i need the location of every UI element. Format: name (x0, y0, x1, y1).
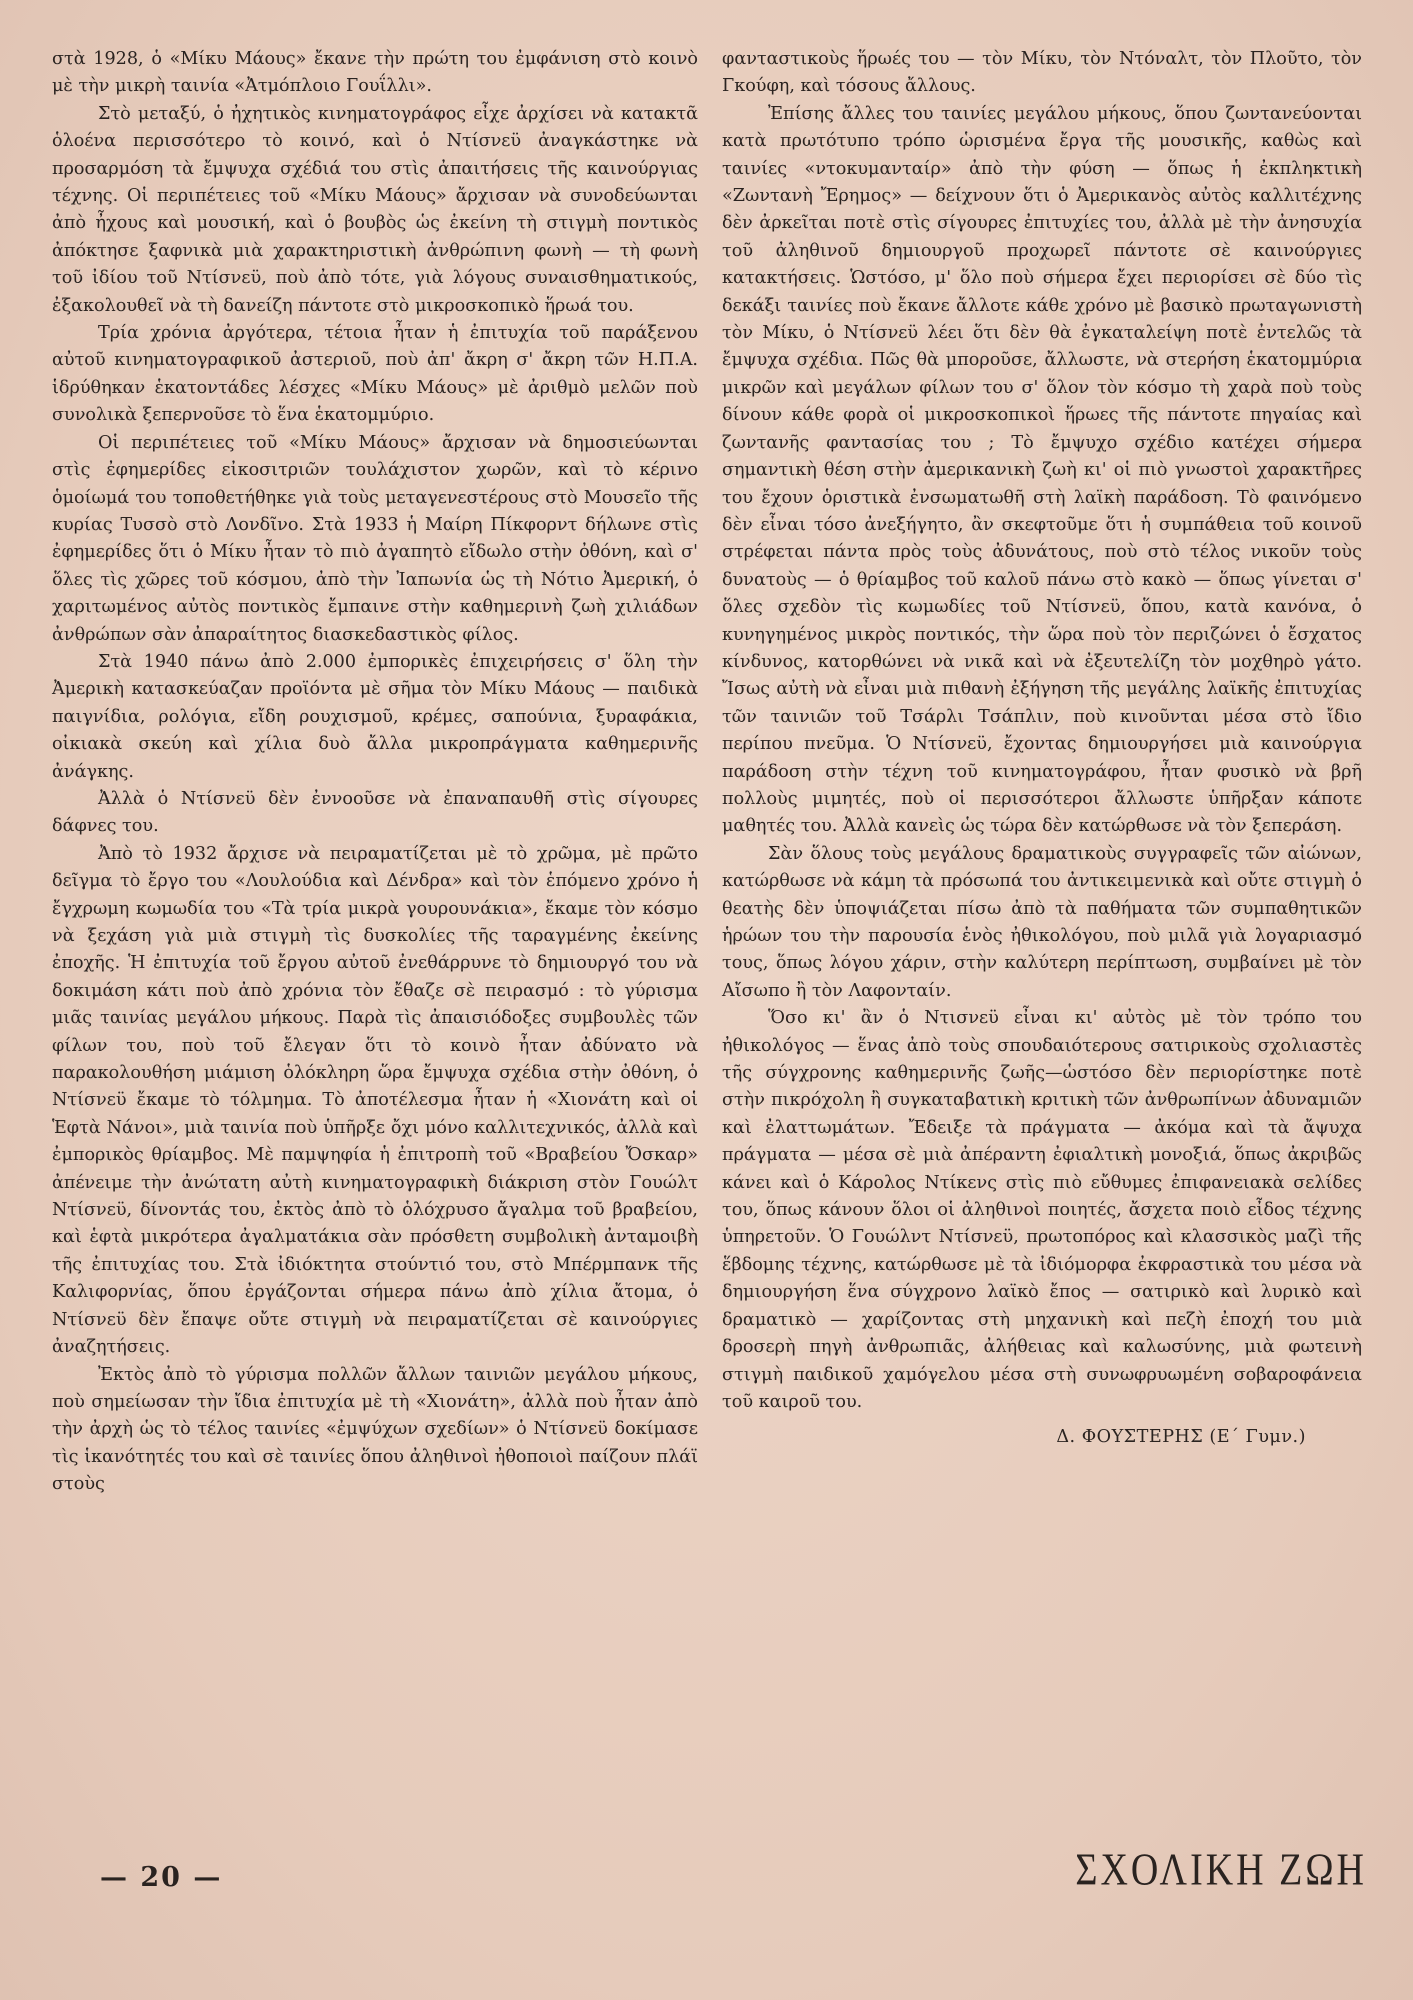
paragraph: Ἐκτὸς ἀπὸ τὸ γύρισμα πολλῶν ἄλλων ταινιῶν μεγάλου μήκους, ποὺ σημείωσαν τὴν ἴδια ἐπιτυχία μὲ τὴ «Χιονάτη», ἀλλὰ ποὺ ἦταν ἀπὸ τὴν ἀρχὴ ὡς τὸ τέλος ταινίες «ἐμψύχων σχεδίων» ὁ Ντίσνεϋ δοκίμασε τὶς ἱκανότητές του καὶ σὲ ταινίες ὅπου ἀληθινοὶ ἠθοποιοὶ παίζουν πλάϊ στοὺς (52, 1364, 698, 1495)
article-column-left (52, 46, 698, 1499)
paragraph: Στὰ 1940 πάνω ἀπὸ 2.000 ἐμπορικὲς ἐπιχειρήσεις σ' ὅλη τὴν Ἀμερικὴ κατασκεύαζαν προϊόντα μὲ σῆμα τὸν Μίκυ Μάους — παιδικὰ παιγνίδια, ρολόγια, εἴδη ρουχισμοῦ, κρέμες, σαπούνια, ξυραφάκια, οἰκιακὰ σκεύη καὶ χίλια δυὸ ἄλλα μικροπράγματα καθημερινῆς ἀνάγκης. (52, 651, 698, 782)
paragraph: Στὸ μεταξύ, ὁ ἠχητικὸς κινηματογράφος εἶχε ἀρχίσει νὰ κατακτᾶ ὁλοένα περισσότερο τὸ κοινό, καὶ ὁ Ντίσνεϋ ἀναγκάστηκε νὰ προσαρμόση τὰ ἔμψυχα σχέδιά του στὶς ἀπαιτήσεις τῆς καινούργιας τέχνης. Οἱ περιπέτειες τοῦ «Μίκυ Μάους» ἄρχισαν νὰ συνοδεύωνται ἀπὸ ἦχους καὶ μουσική, καὶ ὁ βουβὸς ὡς ἐκείνη τὴ στιγμὴ ποντικὸς ἀπόκτησε ξαφνικὰ μιὰ χαρακτηριστικὴ ἀνθρώπινη φωνὴ — τὴ φωνὴ τοῦ ἰδίου τοῦ Ντίσνεϋ, ποὺ ἀπὸ τότε, γιὰ λόγους συναισθηματικούς, ἐξακολουθεῖ νὰ τὴ δανείζη πάντοτε στὸ μικροσκοπικὸ ἥρωά του. (52, 103, 698, 316)
paragraph: Σὰν ὅλους τοὺς μεγάλους δραματικοὺς συγγραφεῖς τῶν αἰώνων, κατώρθωσε νὰ κάμη τὰ πρόσωπά του ἀντικειμενικὰ καὶ οὔτε στιγμὴ ὁ θεατὴς δὲν ὑποψιάζεται πίσω ἀπὸ τὰ παθήματα τῶν συμπαθητικῶν ἡρώων του τὴν παρουσία ἑνὸς ἠθικολόγου, ποὺ μιλᾶ γιὰ λογαριασμό τους, ὅπως λόγου χάριν, στὴν καλύτερη περίπτωση, συμβαίνει μὲ τὸν Αἴσωπο ἢ τὸν Λαφονταίν. (722, 843, 1362, 1001)
paragraph: στὰ 1928, ὁ «Μίκυ Μάους» ἔκανε τὴν πρώτη του ἐμφάνιση στὸ κοινὸ μὲ τὴν μικρὴ ταινία «Ἀτμόπλοιο Γουΐλλι». (52, 49, 698, 97)
magazine-title: ΣΧΟΛΙΚΗ ΖΩΗ (1075, 1844, 1367, 1896)
article-column-right (722, 46, 1362, 1452)
page-number: — 20 — (100, 1862, 223, 1893)
paragraph: Τρία χρόνια ἀργότερα, τέτοια ἦταν ἡ ἐπιτυχία τοῦ παράξενου αὐτοῦ κινηματογραφικοῦ ἀστεριοῦ, ποὺ ἀπ' ἄκρη σ' ἄκρη τῶν Η.Π.Α. ἱδρύθηκαν ἑκατοντάδες λέσχες «Μίκυ Μάους» μὲ ἀριθμὸ μελῶν ποὺ συνολικὰ ξεπερνοῦσε τὸ ἕνα ἑκατομμύριο. (52, 323, 698, 426)
paragraph: Οἱ περιπέτειες τοῦ «Μίκυ Μάους» ἄρχισαν νὰ δημοσιεύωνται στὶς ἐφημερίδες εἰκοσιτριῶν τουλάχιστον χωρῶν, καὶ τὸ κέρινο ὁμοίωμά του τοποθετήθηκε γιὰ τοὺς μεταγενεστέρους στὸ Μουσεῖο τῆς κυρίας Τυσσὸ στὸ Λονδῖνο. Στὰ 1933 ἡ Μαίρη Πίκφορντ δήλωνε στὶς ἐφημερίδες ὅτι ὁ Μίκυ ἦταν τὸ πιὸ ἀγαπητὸ εἴδωλο στὴν ὀθόνη, καὶ σ' ὅλες τὶς χῶρες τοῦ κόσμου, ἀπὸ τὴν Ἰαπωνία ὡς τὴ Νότιο Ἀμερική, ὁ χαριτωμένος αὐτὸς ποντικὸς ἔμπαινε στὴν καθημερινὴ ζωὴ χιλιάδων ἀνθρώπων σὰν ἀπαραίτητος διασκεδαστικὸς φίλος. (52, 432, 698, 645)
paragraph: Ὅσο κι' ἂν ὁ Ντισνεϋ εἶναι κι' αὐτὸς μὲ τὸν τρόπο του ἠθικολόγος — ἕνας ἀπὸ τοὺς σπουδαιότερους σατιρικοὺς σχολιαστὲς τῆς σύγχρονης καθημερινῆς ζωῆς—ὡστόσο δὲν περιορίστηκε ποτὲ στὴν πικρόχολη ἢ συγκαταβατικὴ κριτικὴ τῶν ἀνθρωπίνων ἀδυναμιῶν καὶ ἐλαττωμάτων. Ἔδειξε τὰ πράγματα — ἀκόμα καὶ τὰ ἄψυχα πράγματα — μέσα σὲ μιὰ ἀπέραντη ἐφιαλτικὴ μονοξιά, ὅπως ἀκριβῶς κάνει καὶ ὁ Κάρολος Ντίκενς στὶς πιὸ εὔθυμες ἐπιφανειακὰ σελίδες του, ὅπως κάνουν ὅλοι οἱ ἀληθινοὶ ποιητές, ἄσχετα ποιὸ εἶδος τέχνης ὑπηρετοῦν. Ὁ Γουώλντ Ντίσνεϋ, πρωτοπόρος καὶ κλασσικὸς μαζὶ τῆς ἕβδομης τέχνης, κατώρθωσε μὲ τὰ ἰδιόμορφα ἐκφραστικὰ του μέσα νὰ δημιουργήση ἕνα σύγχρονο λαϊκὸ ἔπος — σατιρικὸ καὶ λυρικὸ καὶ δραματικὸ — χαρίζοντας στὴ μηχανικὴ καὶ πεζὴ ἐποχή του μιὰ δροσερὴ πηγὴ ἀνθρωπιᾶς, ἀλήθειας καὶ καλωσύνης, μιὰ φωτεινὴ στιγμὴ παιδικοῦ χαμόγελου μέσα στὴ συνωφρυωμένη σοβαροφάνεια τοῦ καιροῦ του. (722, 1008, 1362, 1412)
paragraph: Ἐπίσης ἄλλες του ταινίες μεγάλου μήκους, ὅπου ζωντανεύονται κατὰ πρωτότυπο τρόπο ὡρισμένα ἔργα τῆς μουσικῆς, καθὼς καὶ ταινίες «ντοκυμανταίρ» ἀπὸ τὴν φύση — ὅπως ἡ ἐκπληκτικὴ «Ζωντανὴ Ἔρημος» — δείχνουν ὅτι ὁ Ἀμερικανὸς αὐτὸς καλλιτέχνης δὲν ἀρκεῖται ποτὲ στὶς σίγουρες ἐπιτυχίες του, ἀλλὰ μὲ τὴν ἀνησυχία τοῦ ἀληθινοῦ δημιουργοῦ προχωρεῖ πάντοτε σὲ καινούργιες κατακτήσεις. Ὡστόσο, μ' ὅλο ποὺ σήμερα ἔχει περιορίσει σὲ δύο τὶς δεκάξι ταινίες ποὺ ἔκανε ἄλλοτε κάθε χρόνο μὲ βασικὸ πρωταγωνιστὴ τὸν Μίκυ, ὁ Ντίσνεϋ λέει ὅτι δὲν θὰ ἐγκαταλείψη ποτὲ ἐντελῶς τὰ ἔμψυχα σχέδια. Πῶς θὰ μποροῦσε, ἄλλωστε, νὰ στερήση ἑκατομμύρια μικρῶν καὶ μεγάλων φίλων του σ' ὅλον τὸν κόσμο τὴ χαρὰ ποὺ τοὺς δίνουν κάθε φορὰ οἱ μικροσκοπικοὶ ἥρωες τῆς πάντοτε πηγαίας καὶ ζωντανῆς φαντασίας του ; Τὸ ἔμψυχο σχέδιο κατέχει σήμερα σημαντικὴ θέση στὴν ἀμερικανικὴ ζωὴ κι' οἱ πιὸ γνωστοὶ χαρακτῆρες του ἔχουν ὁριστικὰ ἐνσωματωθῆ στὴ λαϊκὴ παράδοση. Τὸ φαινόμενο δὲν εἶναι τόσο ἀνεξήγητο, ἂν σκεφτοῦμε ὅτι ἡ συμπάθεια τοῦ κοινοῦ στρέφεται πάντα πρὸς τοὺς ἀδυνάτους, ποὺ στὸ τέλος νικοῦν τοὺς δυνατοὺς — ὁ θρίαμβος τοῦ καλοῦ πάνω στὸ κακὸ — ὅπως γίνεται σ' ὅλες σχεδὸν τὶς κωμωδίες τοῦ Ντίσνεϋ, ὅπου, κατὰ κανόνα, ὁ κυνηγημένος μικρὸς ποντικός, τὴν ὥρα ποὺ τὸν περιζώνει ὁ ἔσχατος κίνδυνος, κατορθώνει νὰ νικᾶ καὶ νὰ ἐξευτελίζη τὸν μοχθηρὸ γάτο. Ἴσως αὐτὴ νὰ εἶναι μιὰ πιθανὴ ἐξήγηση τῆς μεγάλης λαϊκῆς ἐπιτυχίας τῶν ταινιῶν τοῦ Τσάρλι Τσάπλιν, ποὺ κινοῦνται μέσα στὸ ἴδιο περίπου πνεῦμα. Ὁ Ντίσνεϋ, ἔχοντας δημιουργήσει μιὰ καινούργια παράδοση στὴν τέχνη τοῦ κινηματογράφου, ἦταν φυσικὸ νὰ βρῆ πολλοὺς μιμητές, ποὺ οἱ περισσότεροι ἄλλωστε ὑπῆρξαν κάποτε μαθητές του. Ἀλλὰ κανεὶς ὡς τώρα δὲν κατώρθωσε νὰ τὸν ξεπεράση. (722, 103, 1362, 837)
author-signature: Δ. ΦΟΥΣΤΕΡΗΣ (Ε΄ Γυμν.) (1056, 1427, 1306, 1448)
paragraph: φανταστικοὺς ἥρωές του — τὸν Μίκυ, τὸν Ντόναλτ, τὸν Πλοῦτο, τὸν Γκούφη, καὶ τόσους ἄλλους. (722, 49, 1362, 97)
paragraph: Ἀπὸ τὸ 1932 ἄρχισε νὰ πειραματίζεται μὲ τὸ χρῶμα, μὲ πρῶτο δεῖγμα τὸ ἔργο του «Λουλούδια καὶ Δένδρα» καὶ τὸν ἑπόμενο χρόνο ἡ ἔγχρωμη κωμωδία του «Τὰ τρία μικρὰ γουρουνάκια», ἔκαμε τὸν κόσμο νὰ ξεχάση γιὰ μιὰ στιγμὴ τὶς δυσκολίες τῆς ταραγμένης ἐκείνης ἐποχῆς. Ἡ ἐπιτυχία τοῦ ἔργου αὐτοῦ ἐνεθάρρυνε τὸ δημιουργό του νὰ δοκιμάση κάτι ποὺ ἀπὸ χρόνια τὸν ἔθαζε σὲ πειρασμό : τὸ γύρισμα μιᾶς ταινίας μεγάλου μήκους. Παρὰ τὶς ἀπαισιόδοξες συμβουλὲς τῶν φίλων του, ποὺ τοῦ ἔλεγαν ὅτι τὸ κοινὸ ἦταν ἀδύνατο νὰ παρακολουθήση μιάμιση ὁλόκληρη ὥρα ἔμψυχα σχέδια στὴν ὀθόνη, ὁ Ντίσνεϋ ἔκαμε τὸ τόλμημα. Τὸ ἀποτέλεσμα ἦταν ἡ «Χιονάτη καὶ οἱ Ἑφτὰ Νάνοι», μιὰ ταινία ποὺ ὑπῆρξε ὄχι μόνο καλλιτεχνικός, ἀλλὰ καὶ ἐμπορικὸς θρίαμβος. Μὲ παμψηφία ἡ ἐπιτροπὴ τοῦ «Βραβείου Ὄσκαρ» ἀπένειμε τὴν ἀνώτατη αὐτὴ κινηματογραφικὴ διάκριση στὸν Γουώλτ Ντίσνεϋ, δίνοντάς του, ἐκτὸς ἀπὸ τὸ ὁλόχρυσο ἄγαλμα τοῦ βραβείου, καὶ ἑφτὰ μικρότερα ἀγαλματάκια σὰν πρόσθετη συμβολικὴ ἀνταμοιβὴ τῆς ἐπιτυχίας του. Στὰ ἰδιόκτητα στούντιό του, στὸ Μπέρμπανκ τῆς Καλιφορνίας, ὅπου ἐργάζονται σήμερα πάνω ἀπὸ χίλια ἄτομα, ὁ Ντίσνεϋ δὲν ἔπαψε οὔτε στιγμὴ νὰ πειραματίζεται σὲ καινούργιες ἀναζητήσεις. (52, 843, 698, 1358)
paragraph: Ἀλλὰ ὁ Ντίσνεϋ δὲν ἐννοοῦσε νὰ ἐπαναπαυθῆ στὶς σίγουρες δάφνες του. (52, 788, 698, 837)
